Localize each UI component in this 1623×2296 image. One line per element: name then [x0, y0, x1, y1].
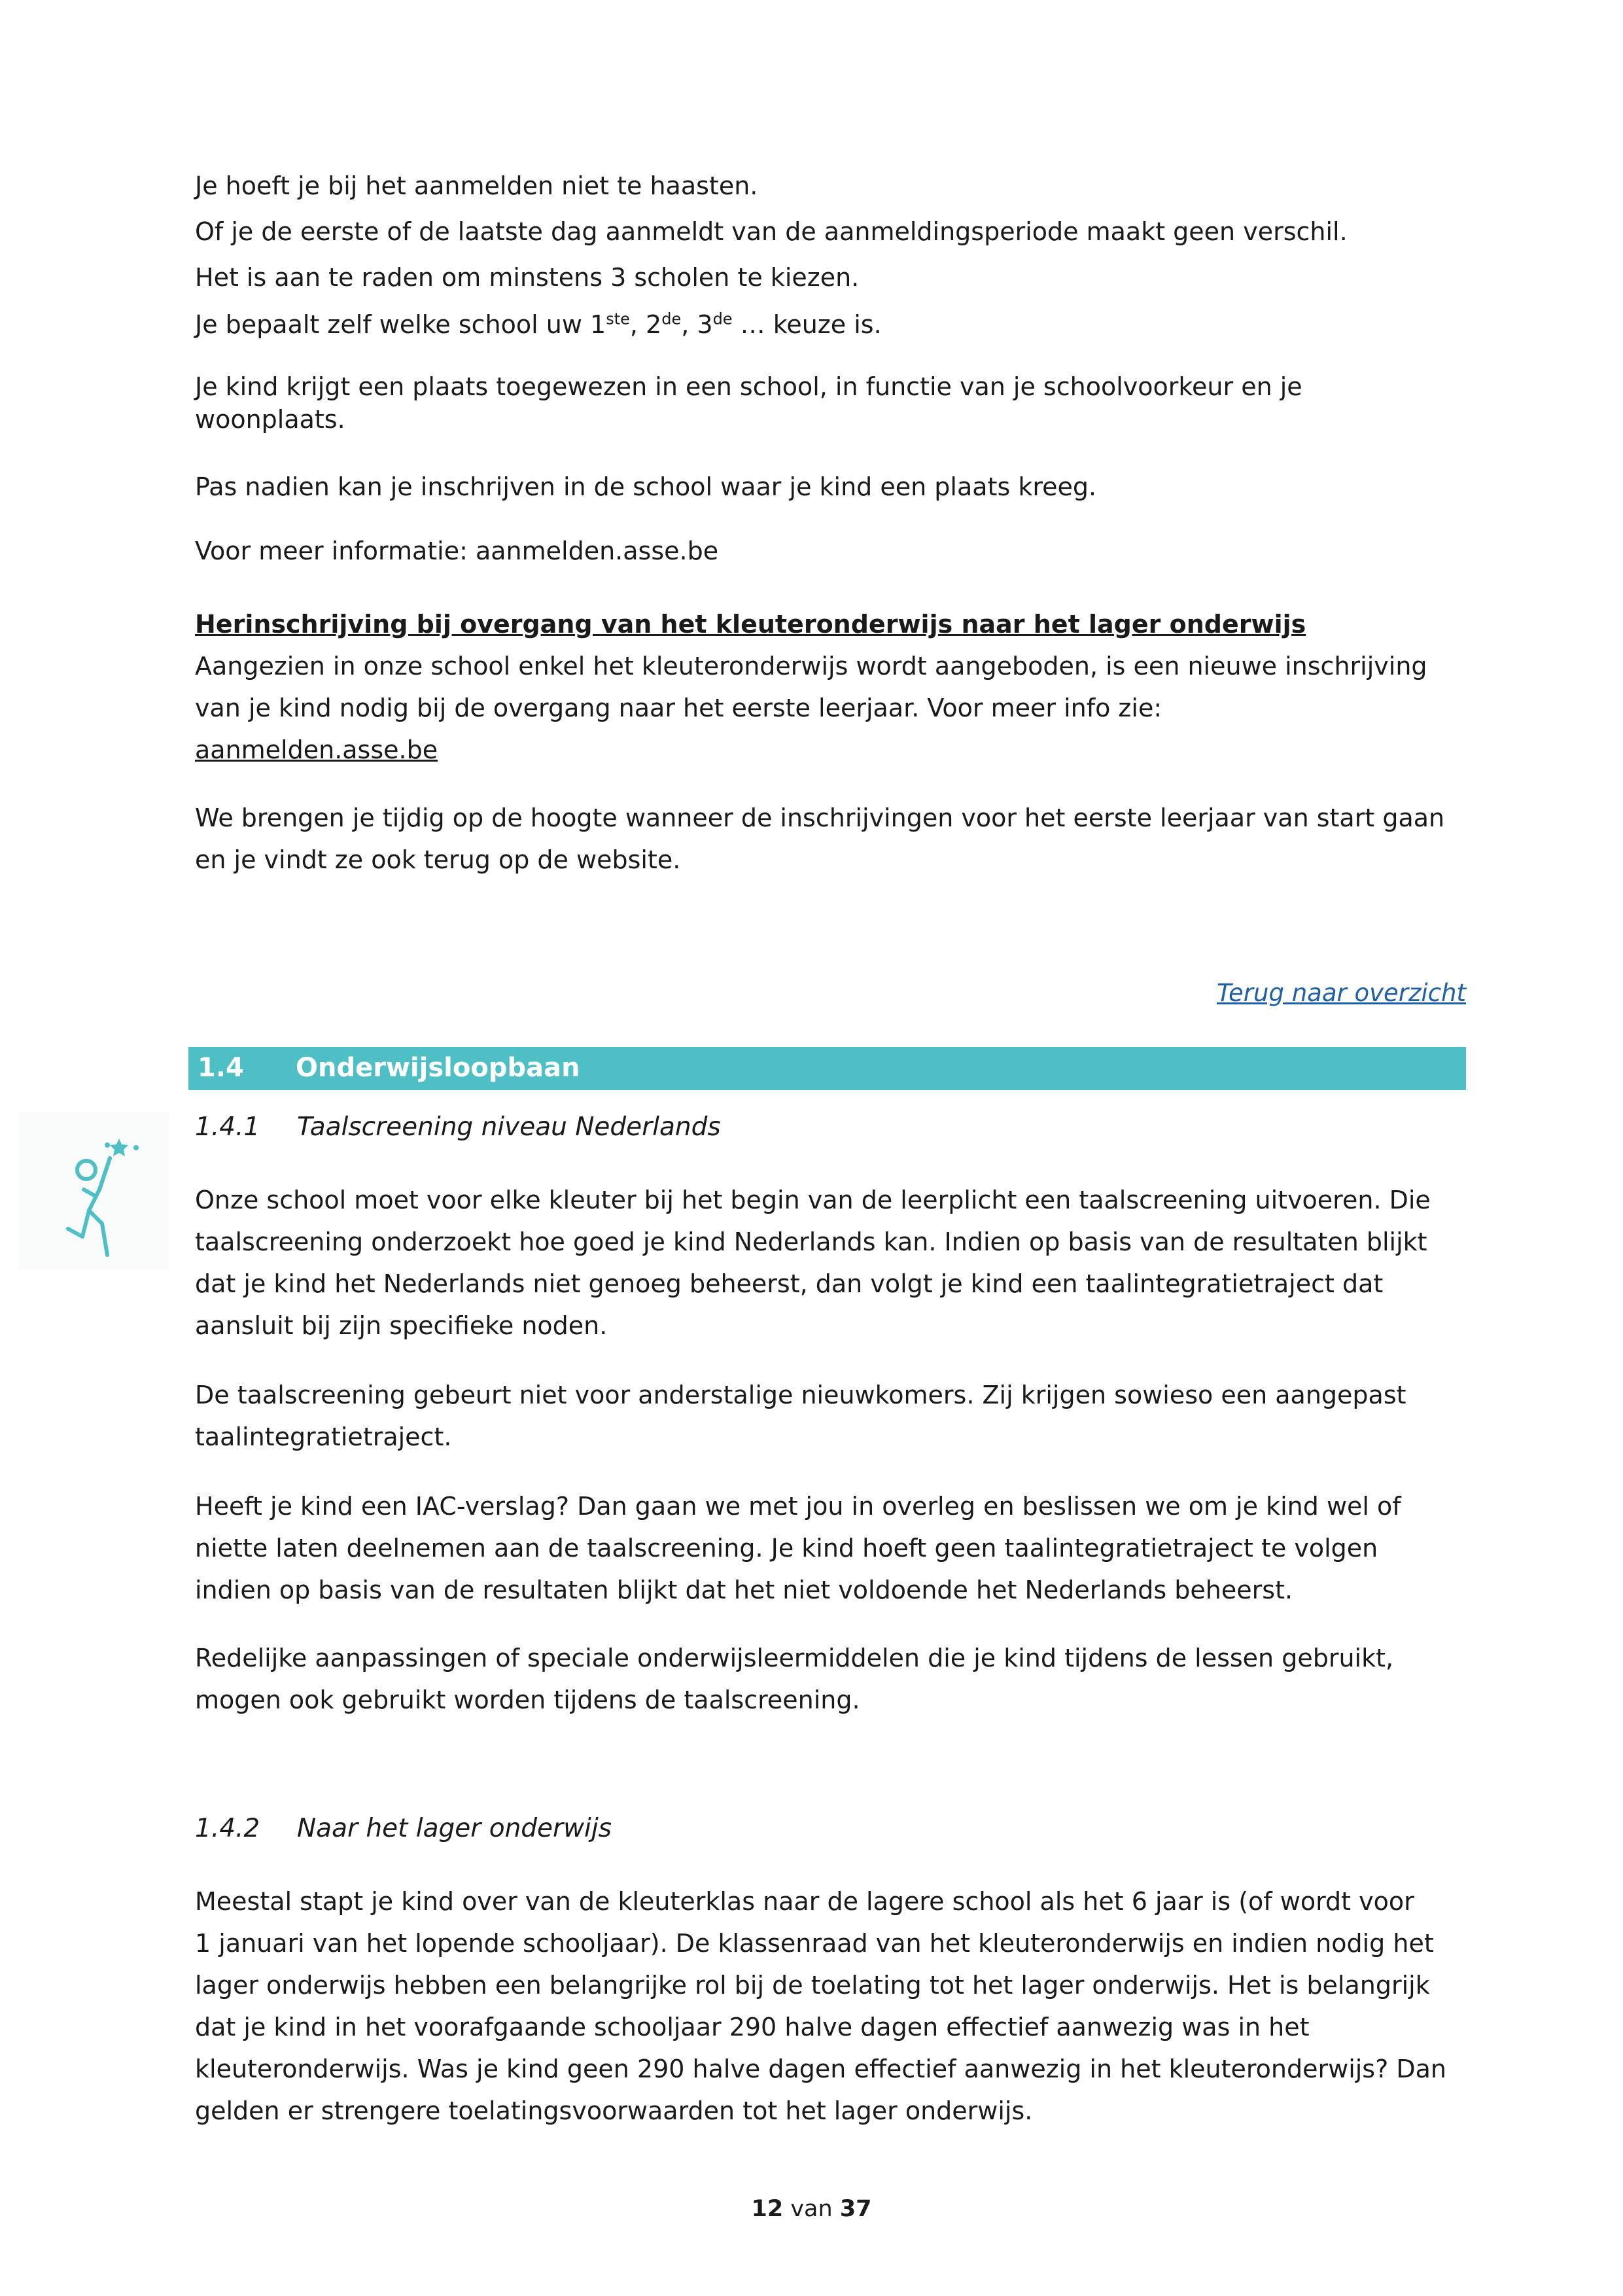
- herinschrijving-line-2: van je kind nodig bij de overgang naar het eerste leerjaar. Voor meer info zie:: [195, 694, 1162, 722]
- section-number: 1.4: [198, 1053, 244, 1083]
- herinschrijving-heading: Herinschrijving bij overgang van het kleuteronderwijs naar het lager onderwijs: [195, 610, 1306, 639]
- intro-paragraph-2: Je kind krijgt een plaats toegewezen in een school, in functie van je schoolvoorkeur en je woonplaats.: [195, 372, 1302, 434]
- intro-line-4: Je bepaalt zelf welke school uw 1ste, 2de, 3de … keuze is.: [195, 309, 882, 339]
- section-title: Onderwijsloopbaan: [296, 1053, 580, 1083]
- intro-paragraph-3: Pas nadien kan je inschrijven in de school waar je kind een plaats kreeg.: [195, 472, 1097, 501]
- herinschrijving-line-1: Aangezien in onze school enkel het kleuteronderwijs wordt aangeboden, is een nieuwe inschrijving: [195, 652, 1427, 680]
- current-page-number: 12: [751, 2196, 784, 2222]
- back-to-overview-link[interactable]: Terug naar overzicht: [1217, 979, 1466, 1007]
- intro-line-2: Of je de eerste of de laatste dag aanmeldt van de aanmeldingsperiode maakt geen verschil.: [195, 217, 1348, 246]
- achievement-person-icon: [18, 1112, 169, 1269]
- page-number-footer: 12 van 37: [751, 2196, 872, 2222]
- aanmelden-link[interactable]: aanmelden.asse.be: [195, 735, 438, 764]
- total-page-number: 37: [839, 2196, 872, 2222]
- intro-line-1: Je hoeft je bij het aanmelden niet te haasten.: [195, 171, 758, 200]
- taalscreening-paragraph-4: Redelijke aanpassingen of speciale onderwijsleermiddelen die je kind tijdens de lessen gebruikt, mogen ook gebruikt worden tijdens de taalscreening.: [195, 1644, 1394, 1714]
- subsection-heading-1-4-1: 1.4.1 Taalscreening niveau Nederlands: [195, 1112, 721, 1142]
- herinschrijving-paragraph-2: We brengen je tijdig op de hoogte wanneer de inschrijvingen voor het eerste leerjaar van start gaan en je vindt ze ook terug op de website.: [195, 804, 1445, 874]
- intro-paragraph-4: Voor meer informatie: aanmelden.asse.be: [195, 537, 719, 565]
- herinschrijving-block: [195, 603, 1464, 771]
- taalscreening-paragraph-2: De taalscreening gebeurt niet voor anderstalige nieuwkomers. Zij krijgen sowieso een aangepast taalintegratietraject.: [195, 1381, 1406, 1451]
- lager-onderwijs-paragraph: Meestal stapt je kind over van de kleuterklas naar de lagere school als het 6 jaar is (of wordt voor 1 januari van het lopende schooljaar). De klassenraad van het kleuteronderwijs en indien nodig het lager onderwijs hebben een belangrijke rol bij de toelating tot het lager onderwijs. Het is belangrijk dat je kind in het voorafgaande schooljaar 290 halve dagen effectief aanwezig was in het kleuteronderwijs. Was je kind geen 290 halve dagen effectief aanwezig in het kleuteronderwijs? Dan gelden er strengere toelatingsvoorwaarden tot het lager onderwijs.: [195, 1887, 1446, 2125]
- subsection-heading-1-4-2: 1.4.2 Naar het lager onderwijs: [195, 1814, 612, 1843]
- section-heading-bar: [188, 1047, 1466, 1090]
- taalscreening-paragraph-3: Heeft je kind een IAC-verslag? Dan gaan we met jou in overleg en beslissen we om je kind wel of niette laten deelnemen aan de taalscreening. Je kind hoeft geen taalintegratietraject te volgen indien op basis van de resultaten blijkt dat het niet voldoende het Nederlands beheerst.: [195, 1492, 1401, 1604]
- intro-line-3: Het is aan te raden om minstens 3 scholen te kiezen.: [195, 263, 860, 292]
- taalscreening-paragraph-1: Onze school moet voor elke kleuter bij het begin van de leerplicht een taalscreening uitvoeren. Die taalscreening onderzoekt hoe goed je kind Nederlands kan. Indien op basis van de resultaten blijkt dat je kind het Nederlands niet genoeg beheerst, dan volgt je kind een taalintegratietraject dat aansluit bij zijn specifieke noden.: [195, 1186, 1431, 1340]
